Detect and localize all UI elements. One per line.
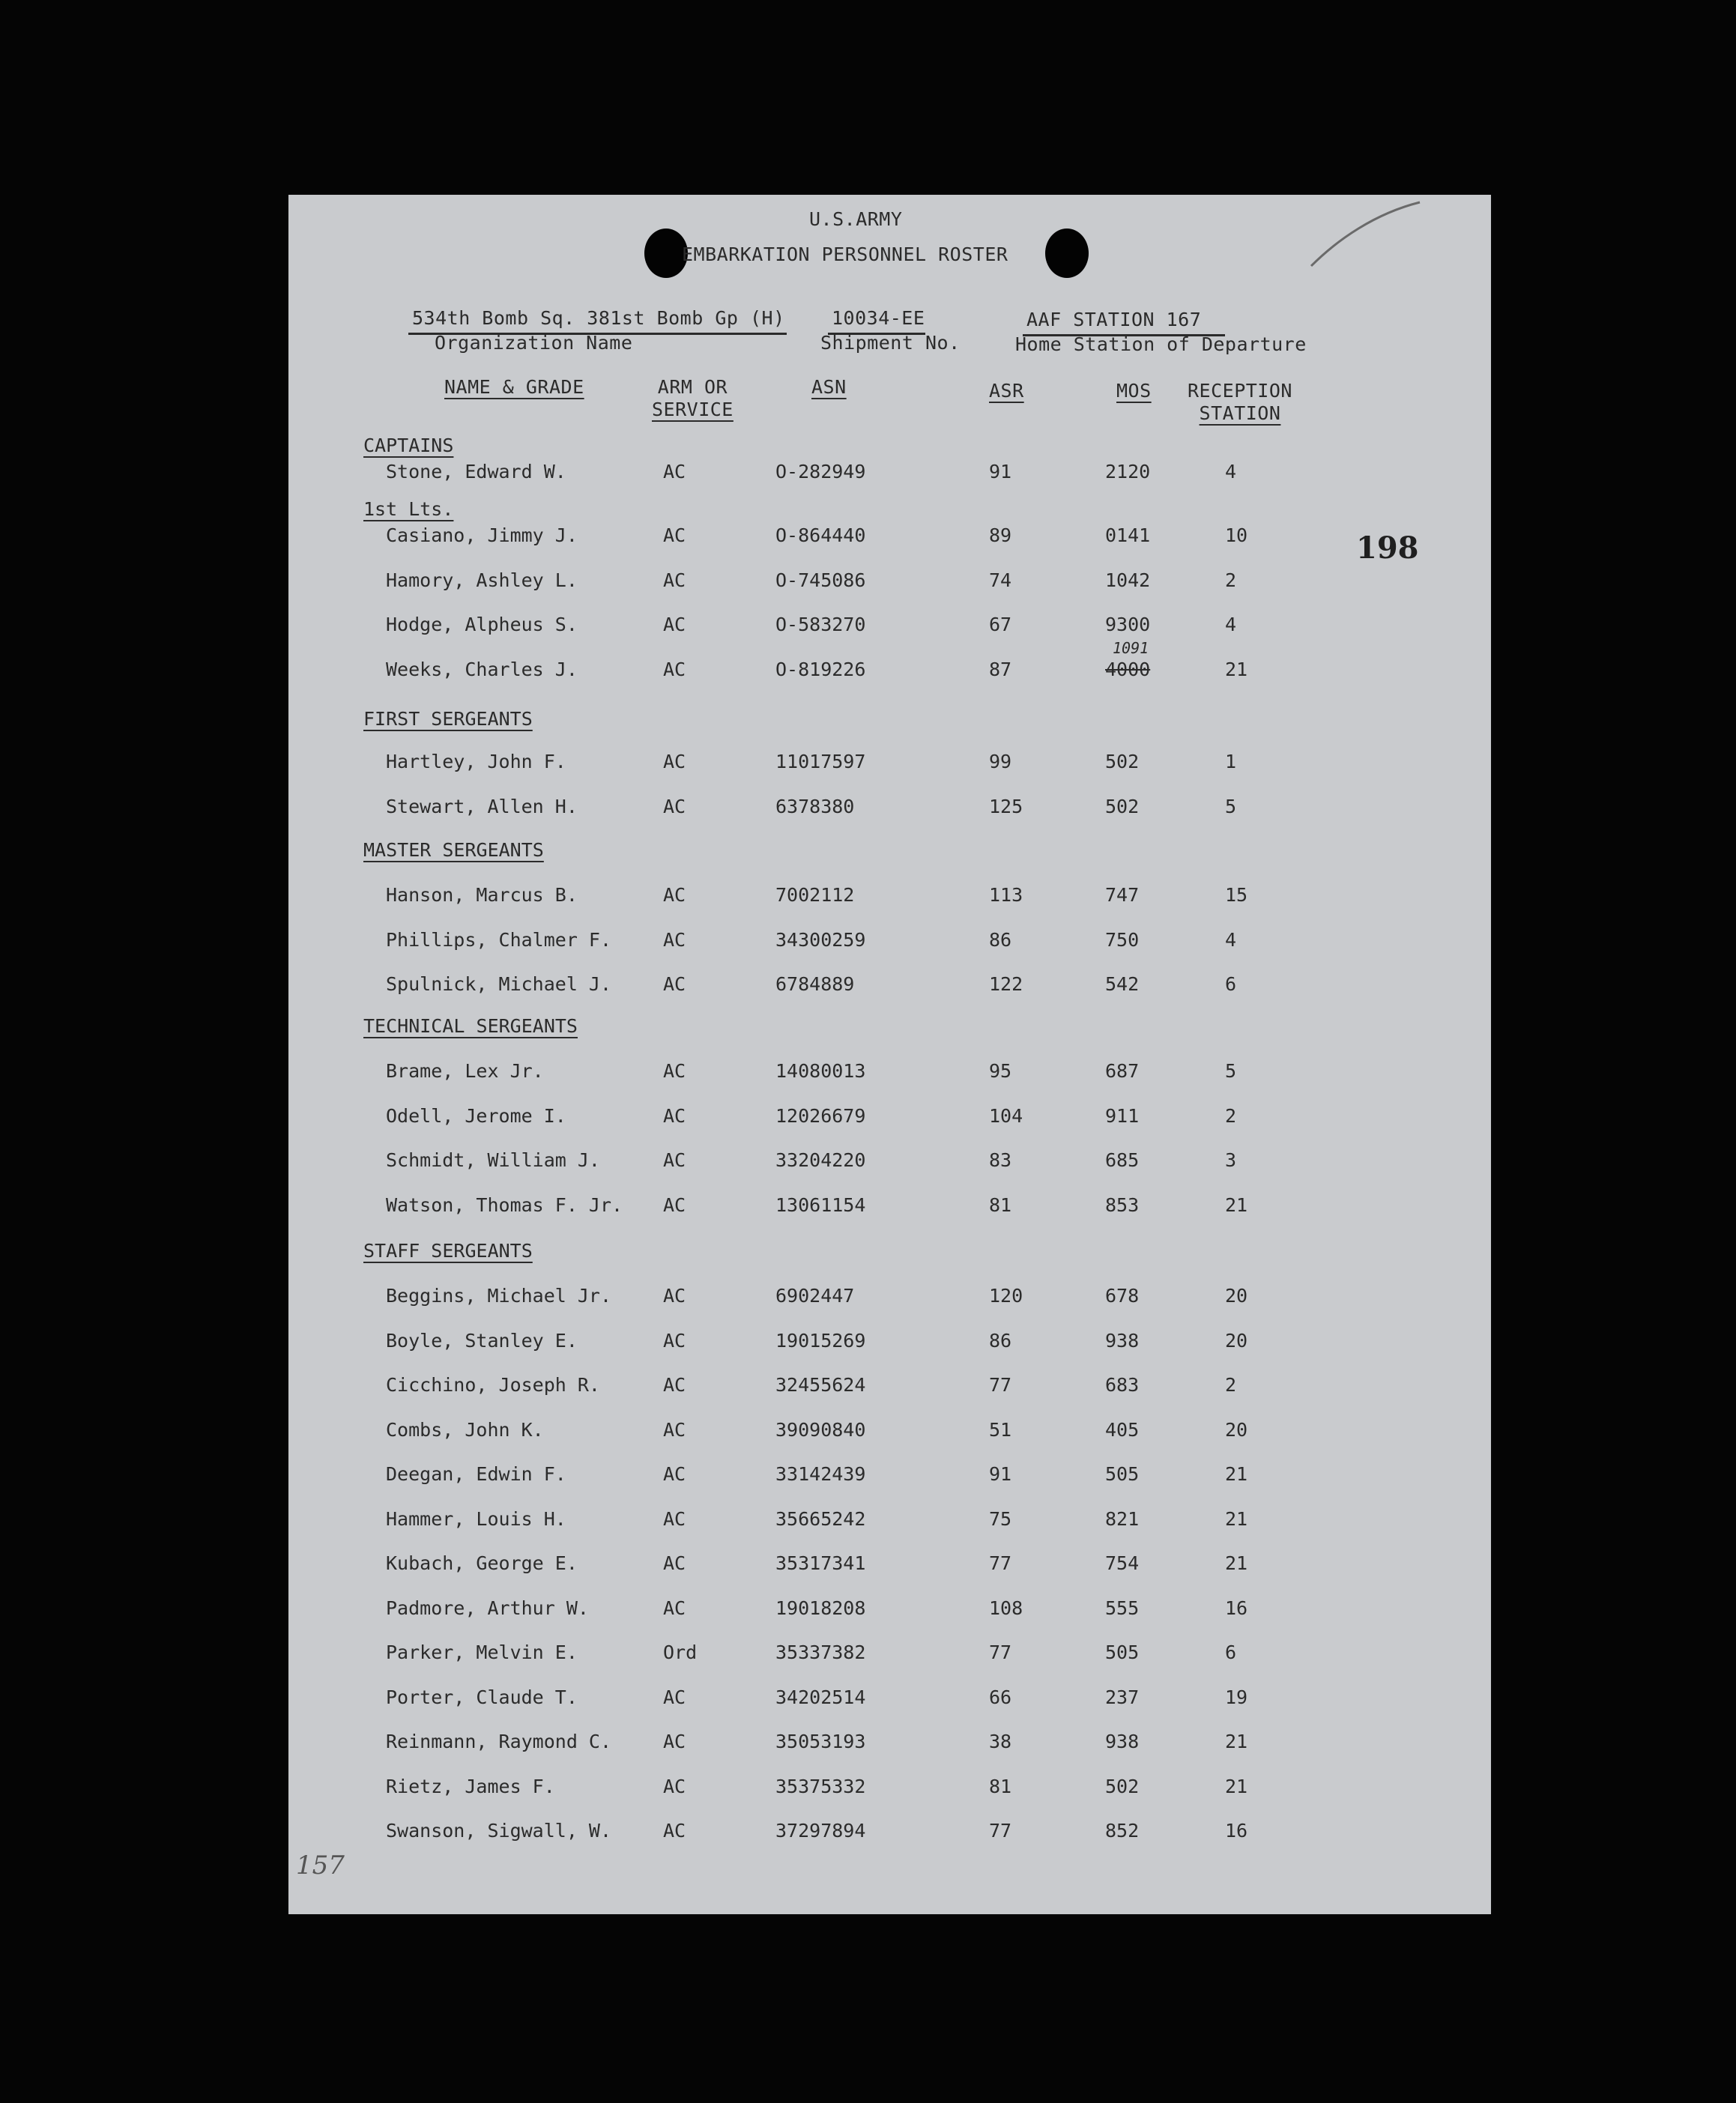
- column-header-asr: ASR: [989, 380, 1024, 402]
- cell-asn: 7002112: [775, 884, 855, 906]
- cell-station: 4: [1225, 614, 1237, 635]
- roster-row: [288, 1508, 1491, 1538]
- cell-asr: 125: [989, 795, 1023, 817]
- roster-row: [288, 973, 1491, 1003]
- cell-station: 16: [1225, 1820, 1248, 1842]
- cell-arm: AC: [663, 1193, 686, 1216]
- cell-name: Cicchino, Joseph R.: [386, 1374, 600, 1396]
- roster-row: [288, 524, 1491, 554]
- roster-row: [288, 1597, 1491, 1627]
- cell-asn: O-864440: [775, 524, 866, 546]
- cell-station: 20: [1225, 1285, 1248, 1307]
- roster-row: [288, 1731, 1491, 1761]
- cell-name: Hartley, John F.: [386, 751, 566, 772]
- cell-station: 4: [1225, 461, 1237, 482]
- cell-arm: AC: [663, 1285, 686, 1307]
- cell-name: Reinmann, Raymond C.: [386, 1731, 612, 1752]
- section-heading: CAPTAINS: [363, 435, 454, 456]
- cell-mos: 853: [1105, 1193, 1140, 1216]
- cell-arm: AC: [663, 884, 686, 906]
- column-header-reception-line2: STATION: [1199, 402, 1281, 424]
- cell-arm: AC: [663, 1329, 686, 1352]
- roster-row: [288, 884, 1491, 914]
- column-header-asn: ASN: [811, 376, 847, 398]
- shipment-label: Shipment No.: [820, 332, 961, 354]
- cell-name: Boyle, Stanley E.: [386, 1329, 578, 1352]
- cell-asr: 77: [989, 1641, 1012, 1663]
- cell-station: 21: [1225, 1507, 1248, 1530]
- cell-name: Beggins, Michael Jr.: [386, 1285, 612, 1307]
- cell-mos: 938: [1105, 1329, 1140, 1352]
- cell-station: 6: [1225, 973, 1237, 995]
- section-heading: 1st Lts.: [363, 498, 454, 520]
- column-header-name: NAME & GRADE: [444, 376, 584, 398]
- cell-station: 21: [1225, 1463, 1248, 1485]
- cell-asn: 34202514: [775, 1686, 866, 1708]
- cell-mos: 852: [1105, 1820, 1140, 1842]
- cell-name: Stone, Edward W.: [386, 461, 566, 482]
- margin-note: 157: [296, 1851, 345, 1880]
- cell-arm: AC: [663, 1463, 686, 1485]
- cell-station: 5: [1225, 795, 1237, 817]
- cell-arm: AC: [663, 1374, 686, 1396]
- roster-row: [288, 614, 1491, 644]
- roster-row: [288, 1194, 1491, 1224]
- cell-mos: 555: [1105, 1597, 1140, 1619]
- cell-mos: 1042: [1105, 569, 1151, 591]
- cell-station: 21: [1225, 1775, 1248, 1797]
- roster-row: [288, 1060, 1491, 1090]
- roster-row: [288, 929, 1491, 959]
- cell-mos: 237: [1105, 1686, 1140, 1708]
- cell-mos: 750: [1105, 928, 1140, 951]
- cell-asr: 77: [989, 1374, 1012, 1396]
- cell-asr: 74: [989, 569, 1012, 591]
- cell-name: Hanson, Marcus B.: [386, 884, 578, 906]
- column-header-mos: MOS: [1116, 380, 1152, 402]
- roster-row: [288, 1686, 1491, 1716]
- cell-arm: AC: [663, 928, 686, 951]
- cell-name: Brame, Lex Jr.: [386, 1060, 544, 1082]
- corner-pencil-mark: [1307, 199, 1427, 273]
- page-number: 198: [1356, 530, 1419, 566]
- cell-asr: 67: [989, 614, 1012, 635]
- cell-arm: Ord: [663, 1641, 698, 1663]
- cell-asr: 38: [989, 1731, 1012, 1752]
- column-header-reception-line1: RECEPTION: [1188, 380, 1292, 402]
- cell-mos: 4000: [1105, 658, 1151, 680]
- cell-asn: 33142439: [775, 1463, 866, 1485]
- cell-name: Padmore, Arthur W.: [386, 1597, 589, 1619]
- cell-asn: 11017597: [775, 751, 866, 772]
- station-value: AAF STATION 167: [1026, 309, 1202, 330]
- cell-asn: O-819226: [775, 658, 866, 680]
- cell-asr: 91: [989, 1463, 1012, 1485]
- section-heading: MASTER SERGEANTS: [363, 839, 544, 861]
- cell-name: Casiano, Jimmy J.: [386, 524, 578, 546]
- cell-mos: 678: [1105, 1285, 1140, 1307]
- column-header-reception: [1188, 380, 1292, 425]
- cell-mos: 0141: [1105, 524, 1151, 546]
- section-heading: TECHNICAL SERGEANTS: [363, 1015, 578, 1037]
- cell-asr: 95: [989, 1060, 1012, 1082]
- cell-name: Watson, Thomas F. Jr.: [386, 1193, 623, 1216]
- column-header-arm: [652, 376, 734, 421]
- cell-name: Weeks, Charles J.: [386, 658, 578, 680]
- cell-asn: 19018208: [775, 1597, 866, 1619]
- roster-row: [288, 1105, 1491, 1135]
- cell-asn: 13061154: [775, 1193, 866, 1216]
- cell-asr: 51: [989, 1418, 1012, 1441]
- cell-station: 16: [1225, 1597, 1248, 1619]
- cell-arm: AC: [663, 1731, 686, 1752]
- roster-row: [288, 638, 1491, 689]
- cell-asn: 14080013: [775, 1060, 866, 1082]
- cell-station: 20: [1225, 1329, 1248, 1352]
- roster-row: [288, 751, 1491, 781]
- cell-asr: 99: [989, 751, 1012, 772]
- roster-row: [288, 569, 1491, 599]
- roster-row: [288, 1374, 1491, 1404]
- roster-row: [288, 1641, 1491, 1671]
- cell-station: 21: [1225, 1552, 1248, 1574]
- cell-asr: 89: [989, 524, 1012, 546]
- column-header-arm-line2: SERVICE: [652, 399, 734, 420]
- header-line2: EMBARKATION PERSONNEL ROSTER: [682, 243, 1008, 265]
- roster-row: [288, 461, 1491, 491]
- cell-mos: 405: [1105, 1418, 1140, 1441]
- cell-name: Combs, John K.: [386, 1418, 544, 1441]
- roster-row: [288, 1285, 1491, 1315]
- cell-asn: 19015269: [775, 1329, 866, 1352]
- cell-arm: AC: [663, 658, 686, 680]
- cell-station: 3: [1225, 1149, 1237, 1171]
- cell-arm: AC: [663, 1686, 686, 1708]
- cell-mos: 821: [1105, 1507, 1140, 1530]
- cell-asn: 35337382: [775, 1641, 866, 1663]
- cell-asn: 35665242: [775, 1507, 866, 1530]
- cell-asr: 108: [989, 1597, 1023, 1619]
- cell-arm: AC: [663, 1060, 686, 1082]
- cell-mos: 542: [1105, 973, 1140, 995]
- cell-name: Odell, Jerome I.: [386, 1104, 566, 1127]
- cell-name: Schmidt, William J.: [386, 1149, 600, 1171]
- cell-mos: 911: [1105, 1104, 1140, 1127]
- cell-mos: 502: [1105, 795, 1140, 817]
- cell-mos: 754: [1105, 1552, 1140, 1574]
- cell-arm: AC: [663, 1104, 686, 1127]
- cell-arm: AC: [663, 1418, 686, 1441]
- cell-asn: 34300259: [775, 928, 866, 951]
- cell-name: Rietz, James F.: [386, 1775, 555, 1797]
- cell-asr: 86: [989, 1329, 1012, 1352]
- cell-arm: AC: [663, 524, 686, 546]
- cell-mos: 505: [1105, 1641, 1140, 1663]
- cell-asn: 37297894: [775, 1820, 866, 1842]
- cell-station: 4: [1225, 928, 1237, 951]
- cell-mos: 683: [1105, 1374, 1140, 1396]
- cell-asr: 77: [989, 1552, 1012, 1574]
- cell-arm: AC: [663, 795, 686, 817]
- cell-asr: 75: [989, 1507, 1012, 1530]
- cell-asn: 6784889: [775, 973, 855, 995]
- cell-mos: 9300: [1105, 614, 1151, 635]
- cell-arm: AC: [663, 1597, 686, 1619]
- cell-station: 2: [1225, 569, 1237, 591]
- cell-station: 20: [1225, 1418, 1248, 1441]
- cell-asr: 122: [989, 973, 1023, 995]
- cell-mos: 2120: [1105, 461, 1151, 482]
- cell-asr: 77: [989, 1820, 1012, 1842]
- cell-arm: AC: [663, 1775, 686, 1797]
- cell-mos-correction: 1091: [1113, 638, 1149, 657]
- roster-row: [288, 1419, 1491, 1449]
- punch-hole-right: [1045, 229, 1089, 278]
- roster-row: [288, 1776, 1491, 1806]
- cell-mos: 747: [1105, 884, 1140, 906]
- cell-asr: 113: [989, 884, 1023, 906]
- roster-row: [288, 1149, 1491, 1179]
- roster-row: [288, 1552, 1491, 1582]
- organization-value: 534th Bomb Sq. 381st Bomb Gp (H): [412, 307, 785, 329]
- roster-row: [288, 1820, 1491, 1850]
- cell-asr: 104: [989, 1104, 1023, 1127]
- cell-asn: 12026679: [775, 1104, 866, 1127]
- cell-asr: 86: [989, 928, 1012, 951]
- cell-arm: AC: [663, 751, 686, 772]
- cell-station: 5: [1225, 1060, 1237, 1082]
- cell-mos: 502: [1105, 751, 1140, 772]
- cell-asr: 81: [989, 1775, 1012, 1797]
- roster-row: [288, 796, 1491, 826]
- cell-name: Parker, Melvin E.: [386, 1641, 578, 1663]
- cell-station: 21: [1225, 658, 1248, 680]
- roster-sheet: [288, 195, 1491, 1914]
- cell-asn: 32455624: [775, 1374, 866, 1396]
- cell-asr: 81: [989, 1193, 1012, 1216]
- cell-name: Stewart, Allen H.: [386, 795, 578, 817]
- cell-asr: 87: [989, 658, 1012, 680]
- cell-asr: 91: [989, 461, 1012, 482]
- cell-arm: AC: [663, 1149, 686, 1171]
- cell-asn: 35375332: [775, 1775, 866, 1797]
- cell-station: 1: [1225, 751, 1237, 772]
- cell-asn: 39090840: [775, 1418, 866, 1441]
- cell-arm: AC: [663, 614, 686, 635]
- cell-asr: 83: [989, 1149, 1012, 1171]
- cell-arm: AC: [663, 569, 686, 591]
- cell-station: 2: [1225, 1374, 1237, 1396]
- cell-mos: 505: [1105, 1463, 1140, 1485]
- cell-asn: O-745086: [775, 569, 866, 591]
- station-label: Home Station of Departure: [1015, 333, 1307, 355]
- cell-name: Swanson, Sigwall, W.: [386, 1820, 612, 1842]
- cell-asr: 120: [989, 1285, 1023, 1307]
- cell-arm: AC: [663, 973, 686, 995]
- section-heading: FIRST SERGEANTS: [363, 708, 533, 730]
- cell-station: 6: [1225, 1641, 1237, 1663]
- shipment-value: 10034-EE: [832, 307, 925, 329]
- cell-asn: 6378380: [775, 795, 855, 817]
- cell-asn: O-583270: [775, 614, 866, 635]
- column-header-arm-line1: ARM OR: [657, 376, 728, 398]
- organization-label: Organization Name: [435, 332, 633, 354]
- cell-arm: AC: [663, 1552, 686, 1574]
- cell-station: 21: [1225, 1731, 1248, 1752]
- cell-asn: 6902447: [775, 1285, 855, 1307]
- cell-asn: 33204220: [775, 1149, 866, 1171]
- cell-mos: 687: [1105, 1060, 1140, 1082]
- section-heading: STAFF SERGEANTS: [363, 1240, 533, 1262]
- cell-arm: AC: [663, 1507, 686, 1530]
- cell-asn: O-282949: [775, 461, 866, 482]
- cell-name: Kubach, George E.: [386, 1552, 578, 1574]
- cell-mos: 502: [1105, 1775, 1140, 1797]
- cell-name: Hamory, Ashley L.: [386, 569, 578, 591]
- cell-station: 21: [1225, 1193, 1248, 1216]
- cell-station: 15: [1225, 884, 1248, 906]
- cell-asn: 35317341: [775, 1552, 866, 1574]
- cell-asr: 66: [989, 1686, 1012, 1708]
- cell-mos: 938: [1105, 1731, 1140, 1752]
- cell-station: 2: [1225, 1104, 1237, 1127]
- cell-name: Phillips, Chalmer F.: [386, 928, 612, 951]
- roster-row: [288, 1330, 1491, 1360]
- cell-name: Hodge, Alpheus S.: [386, 614, 578, 635]
- cell-name: Spulnick, Michael J.: [386, 973, 612, 995]
- cell-name: Deegan, Edwin F.: [386, 1463, 566, 1485]
- roster-row: [288, 1463, 1491, 1493]
- header-line1: U.S.ARMY: [809, 208, 903, 230]
- cell-arm: AC: [663, 461, 686, 482]
- cell-station: 19: [1225, 1686, 1248, 1708]
- cell-asn: 35053193: [775, 1731, 866, 1752]
- cell-arm: AC: [663, 1820, 686, 1842]
- cell-name: Hammer, Louis H.: [386, 1507, 566, 1530]
- cell-mos: 685: [1105, 1149, 1140, 1171]
- cell-station: 10: [1225, 524, 1248, 546]
- cell-name: Porter, Claude T.: [386, 1686, 578, 1708]
